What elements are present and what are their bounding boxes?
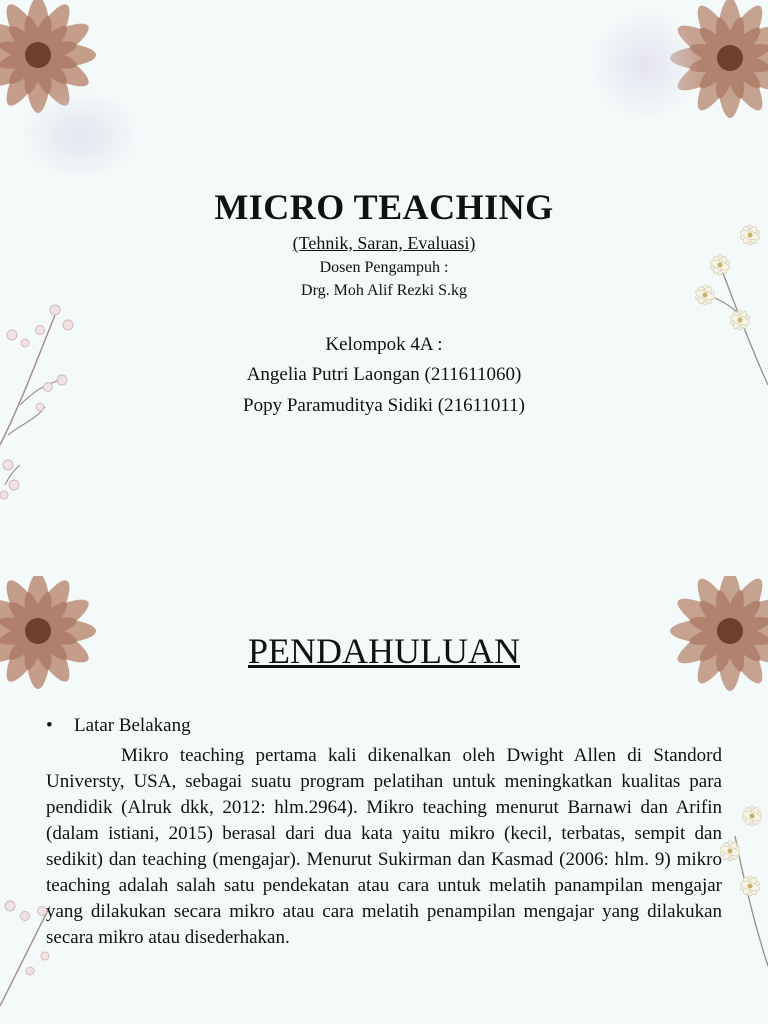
bullet-item [46, 715, 191, 737]
pale-petal-decoration [20, 90, 140, 180]
slide-gap [0, 512, 768, 576]
bullet-icon: • [46, 715, 53, 736]
lecturer-name: Drg. Moh Alif Rezki S.kg [301, 282, 467, 299]
subtitle: (Tehnik, Saran, Evaluasi) [292, 233, 476, 253]
lecturer-label: Dosen Pengampuh : [319, 259, 449, 276]
page-title: MICRO TEACHING [214, 187, 554, 227]
introduction-slide [0, 576, 768, 1024]
section-heading: PENDAHULUAN [248, 631, 520, 671]
group-member: Angelia Putri Laongan (211611060) [246, 364, 522, 385]
group-member: Popy Paramuditya Sidiki (21611011) [243, 395, 525, 416]
body-paragraph: Mikro teaching pertama kali dikenalkan oleh Dwight Allen di Standord Universty, USA, sebagai suatu program pelatihan untuk meningkatkan kualitas para pendidik (Alruk dkk, 2012: hlm.2964). Mikro teaching menurut Barnawi dan Arifin (dalam istiani, 2015) berasal dari dua kata yaitu mikro (kecil, terbatas, sempit dan sedikit) dan teaching (mengajar). Menurut Sukirman dan Kasmad (2006: hlm. 9) mikro teaching adalah salah satu pendekatan atau cara untuk melatih panampilan mengajar yang dilakukan secara mikro atau cara melatih penampilan mengajar yang dilakukan secara mikro atau disederhakan. [46, 745, 722, 948]
bullet-label: Latar Belakang [74, 715, 191, 736]
group-label: Kelompok 4A : [325, 334, 443, 355]
pale-petal-decoration [590, 10, 700, 120]
